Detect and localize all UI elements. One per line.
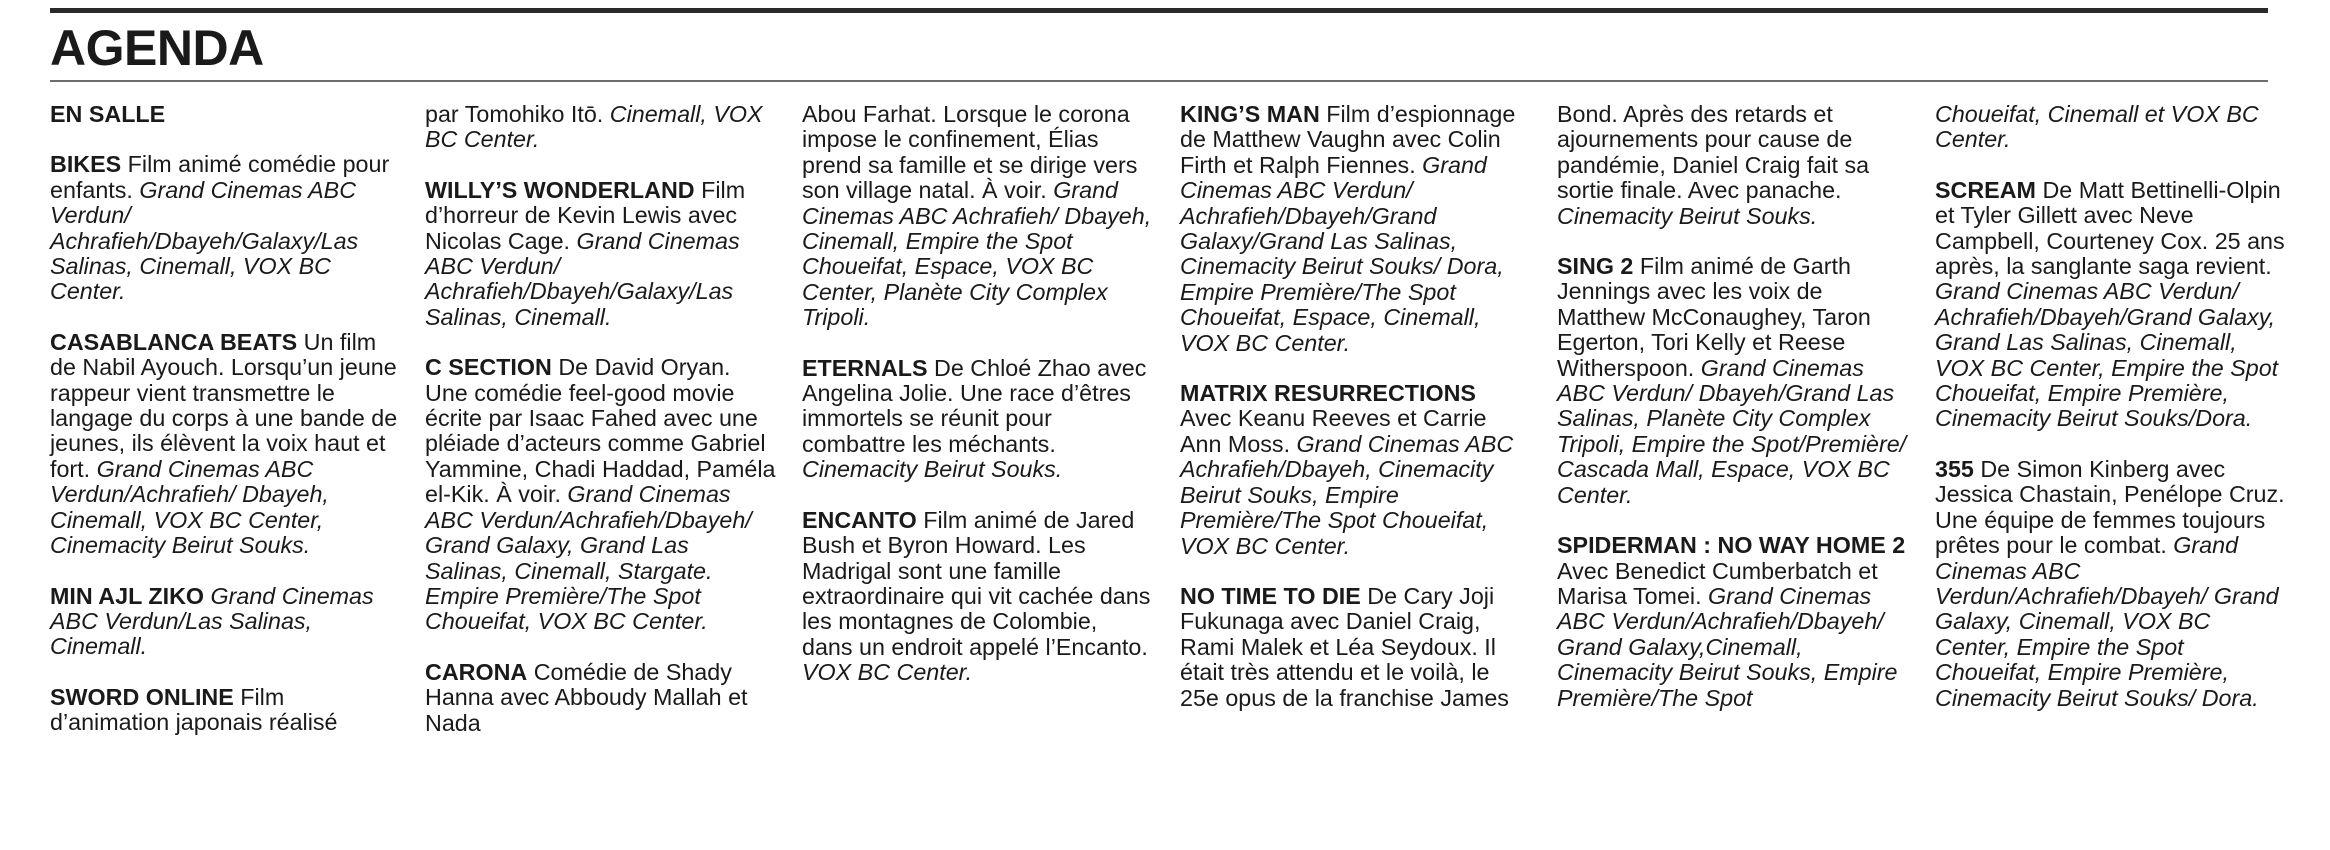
film-title: C SECTION (425, 354, 552, 381)
film-description: De Cary Joji Fukunaga avec Daniel Craig, Rami Malek et Léa Seydoux. Il était très attendu et le voilà, le 25e opus de la franchise James (1180, 582, 1509, 711)
film-venues: Cinemacity Beirut Souks. (1557, 202, 1818, 229)
agenda-entry (425, 102, 777, 153)
page-heading: AGENDA (50, 20, 264, 76)
top-rule (50, 8, 2268, 13)
film-title: WILLY’S WONDERLAND (425, 176, 695, 203)
film-venues: Grand Cinemas ABC Verdun/Achrafieh/Dbayeh/ Grand Galaxy, Cinemall, VOX BC Center, Empire the Spot Choueifat, Empire Première, Cinemacity Beirut Souks/ Dora. (1935, 532, 2279, 711)
film-venues: Grand Cinemas ABC Verdun/Achrafieh/Dbayeh/ Grand Galaxy, Grand Las Salinas, Cinemall, Stargate. Empire Première/The Spot Choueifat, VOX BC Center. (425, 481, 752, 635)
film-venues: Grand Cinemas ABC Verdun/ Achrafieh/Dbayeh/Galaxy/Las Salinas, Cinemall. (425, 227, 740, 330)
column-4 (1180, 102, 1532, 736)
film-description: Abou Farhat. Lorsque le corona impose le confinement, Élias prend sa famille et se dirige vers son village natal. À voir. (802, 101, 1138, 204)
film-description: par Tomohiko Itō. (425, 101, 610, 127)
film-title: CARONA (425, 658, 528, 685)
column-1 (50, 102, 402, 761)
film-description: Film d’espionnage de Matthew Vaughn avec Colin Firth et Ralph Fiennes. (1180, 101, 1516, 178)
film-venues: VOX BC Center. (802, 659, 973, 686)
film-title: SWORD ONLINE (50, 683, 234, 710)
column-2 (425, 102, 777, 761)
agenda-entry (50, 330, 402, 559)
agenda-entry (50, 584, 402, 660)
film-description: Film animé de Jared Bush et Byron Howard. Les Madrigal sont une famille extraordinaire qui vit cachée dans les montagnes de Colombie, dans un endroit appelé l’Encanto. (802, 506, 1151, 660)
agenda-entry (1557, 102, 1909, 229)
agenda-entry (50, 152, 402, 304)
agenda-entry (1180, 381, 1532, 559)
film-title: CASABLANCA BEATS (50, 328, 298, 355)
agenda-entry (425, 178, 777, 330)
film-venues: Cinemacity Beirut Souks. (802, 456, 1063, 483)
agenda-entry (1935, 457, 2287, 711)
film-title: NO TIME TO DIE (1180, 582, 1361, 609)
column-5 (1557, 102, 1909, 736)
agenda-entry (425, 660, 777, 736)
film-venues: Grand Cinemas ABC Verdun/ Achrafieh/Dbayeh/Grand Galaxy/Grand Las Salinas, Cinemacity Beirut Souks/ Dora, Empire Première/The Spot Choueifat, Espace, Cinemall, VOX BC Center. (1180, 151, 1504, 356)
film-description: Film d’animation japonais réalisé (50, 683, 338, 736)
film-title: SPIDERMAN : NO WAY HOME 2 (1557, 532, 1906, 559)
column-6 (1935, 102, 2287, 736)
film-description: Comédie de Shady Hanna avec Abboudy Mallah et Nada (425, 658, 748, 736)
agenda-entry (1935, 102, 2287, 153)
section-heading: EN SALLE (50, 101, 166, 127)
film-title: 355 (1935, 455, 1974, 482)
film-title: ENCANTO (802, 506, 917, 533)
film-title: MATRIX RESURRECTIONS (1180, 380, 1476, 407)
film-description: De Chloé Zhao avec Angelina Jolie. Une race d’êtres immortels se réunit pour combattre les méchants. (802, 354, 1147, 457)
film-description: Film d’horreur de Kevin Lewis avec Nicolas Cage. (425, 176, 746, 254)
film-title: MIN AJL ZIKO (50, 582, 205, 609)
film-description: Avec Benedict Cumberbatch et Marisa Tomei. (1557, 557, 1878, 609)
film-description: Film animé de Garth Jennings avec les voix de Matthew McConaughey, Taron Egerton, Tori Kelly et Reese Witherspoon. (1557, 253, 1871, 381)
agenda-entry (1180, 584, 1532, 711)
film-venues: Grand Cinemas ABC Verdun/ Dbayeh/Grand Las Salinas, Planète City Complex Tripoli, Empire the Spot/Première/ Cascada Mall, Espace, VOX BC Center. (1557, 354, 1907, 508)
film-title: ETERNALS (802, 354, 928, 381)
film-venues: Choueifat, Cinemall et VOX BC Center. (1935, 101, 2259, 153)
film-description: De Simon Kinberg avec Jessica Chastain, Penélope Cruz. Une équipe de femmes toujours prêtes pour le combat. (1935, 455, 2285, 559)
film-title: SING 2 (1557, 253, 1634, 280)
film-venues: Grand Cinemas ABC Achrafieh/Dbayeh, Cinemacity Beirut Souks, Empire Première/The Spot Choueifat, VOX BC Center. (1180, 430, 1514, 559)
agenda-entry (802, 356, 1154, 483)
agenda-entry (802, 102, 1154, 331)
agenda-entry (50, 685, 402, 736)
film-title: SCREAM (1935, 176, 2036, 203)
agenda-entry (802, 508, 1154, 686)
film-description: Bond. Après des retards et ajournements pour cause de pandémie, Daniel Craig fait sa sortie finale. Avec panache. (1557, 101, 1870, 204)
film-venues: Grand Cinemas ABC Verdun/Achrafieh/ Dbayeh, Cinemall, VOX BC Center, Cinemacity Beirut Souks. (50, 455, 329, 559)
film-venues: Grand Cinemas ABC Achrafieh/ Dbayeh, Cinemall, Empire the Spot Choueifat, Espace, VOX BC Center, Planète City Complex Tripoli. (802, 177, 1152, 331)
film-description: De David Oryan. Une comédie feel-good movie écrite par Isaac Fahed avec une pléiade d’acteurs comme Gabriel Yammine, Chadi Haddad, Paméla el-Kik. À voir. (425, 354, 776, 508)
film-venues: Grand Cinemas ABC Verdun/Las Salinas, Cinemall. (50, 582, 374, 660)
film-title: KING’S MAN (1180, 101, 1320, 127)
film-venues: Grand Cinemas ABC Verdun/ Achrafieh/Dbayeh/Grand Galaxy, Grand Las Salinas, Cinemall, VOX BC Center, Empire the Spot Choueifat, Empire Première, Cinemacity Beirut Souks/Dora. (1935, 278, 2279, 432)
column-3 (802, 102, 1154, 711)
agenda-entry (1180, 102, 1532, 356)
film-venues: Cinemall, VOX BC Center. (425, 101, 763, 153)
film-title: BIKES (50, 151, 122, 178)
film-description: Film animé comédie pour enfants. (50, 151, 390, 203)
film-venues: Grand Cinemas ABC Verdun/Achrafieh/Dbayeh/ Grand Galaxy,Cinemall, Cinemacity Beirut Souks, Empire Première/The Spot (1557, 582, 1898, 711)
film-description: De Matt Bettinelli-Olpin et Tyler Gillett avec Neve Campbell, Courteney Cox. 25 ans après, la sanglante saga revient. (1935, 176, 2285, 280)
agenda-entry (1935, 178, 2287, 432)
film-description: Avec Keanu Reeves et Carrie Ann Moss. (1180, 405, 1487, 457)
agenda-entry (1557, 254, 1909, 508)
agenda-entry (425, 355, 777, 634)
agenda-entry (1557, 533, 1909, 711)
film-description: Un film de Nabil Ayouch. Lorsqu’un jeune rappeur vient transmettre le langage du corps à une bande de jeunes, ils élèvent la voix haut et fort. (50, 328, 398, 482)
heading-rule (50, 80, 2268, 82)
film-venues: Grand Cinemas ABC Verdun/ Achrafieh/Dbayeh/Galaxy/Las Salinas, Cinemall, VOX BC Center. (50, 176, 359, 305)
